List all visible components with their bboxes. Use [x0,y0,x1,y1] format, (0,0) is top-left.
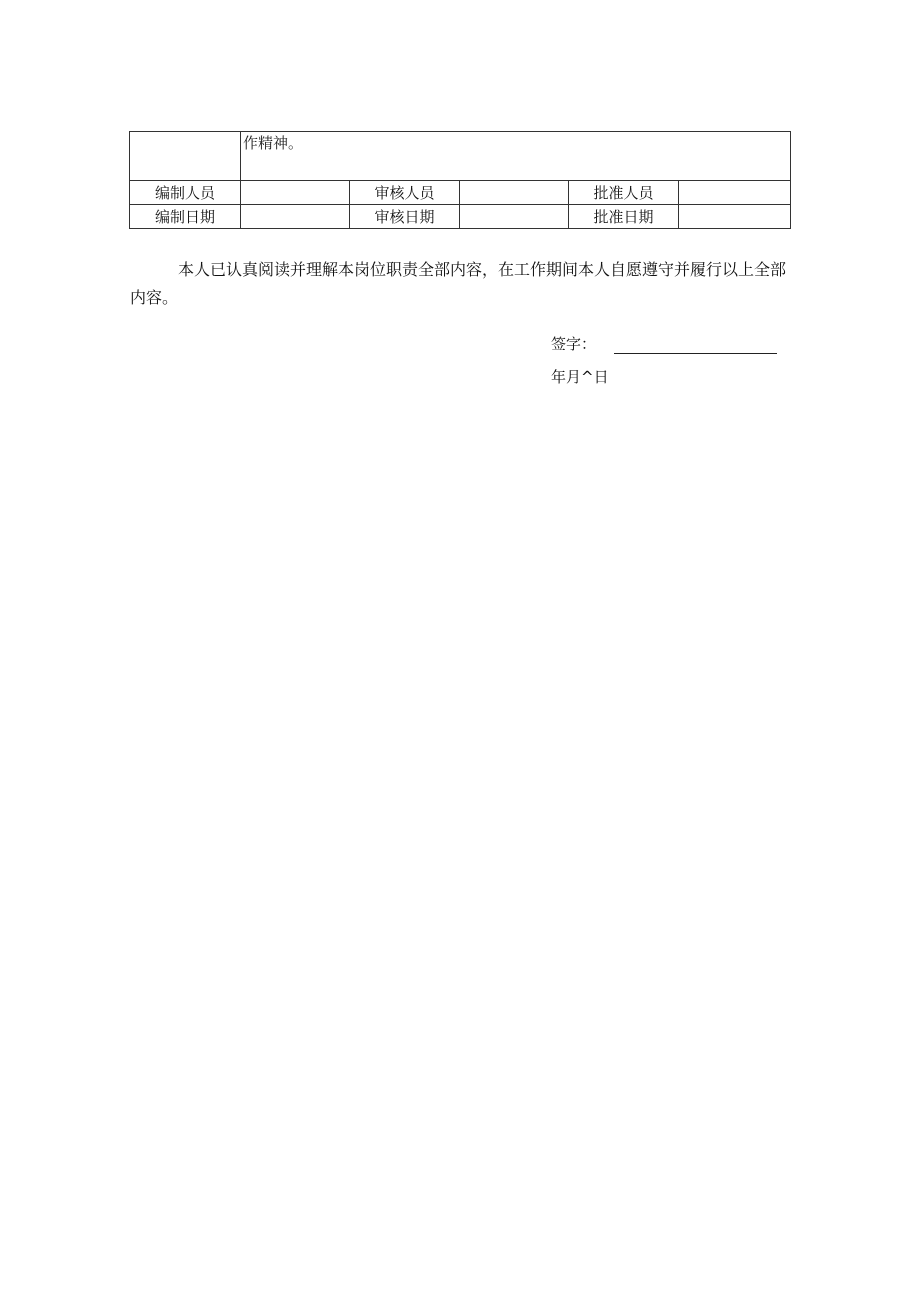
approve-date-label: 批准日期 [569,205,679,229]
signature-label: 签字： [551,335,597,353]
date-row [130,205,791,229]
compile-date-value[interactable] [241,205,350,229]
signature-field[interactable] [614,335,777,354]
compiler-label: 编制人员 [130,181,241,205]
acknowledgement-statement: 本人已认真阅读并理解本岗位职责全部内容，在工作期间本人自愿遵守并履行以上全部内容。 [130,260,787,307]
staff-row [130,181,791,205]
approval-table [129,131,791,229]
continued-text: 作精神。 [243,134,304,152]
signature-line [551,334,777,354]
review-date-label: 审核日期 [350,205,460,229]
reviewer-value[interactable] [460,181,569,205]
continued-row [130,132,791,181]
approver-label: 批准人员 [569,181,679,205]
continued-content-cell [241,132,791,181]
reviewer-label: 审核人员 [350,181,460,205]
approver-value[interactable] [679,181,791,205]
approve-date-value[interactable] [679,205,791,229]
compiler-value[interactable] [241,181,350,205]
compile-date-label: 编制日期 [130,205,241,229]
continued-row-label-cell [130,132,241,181]
review-date-value[interactable] [460,205,569,229]
signature-date: 年月^日 [551,368,609,386]
